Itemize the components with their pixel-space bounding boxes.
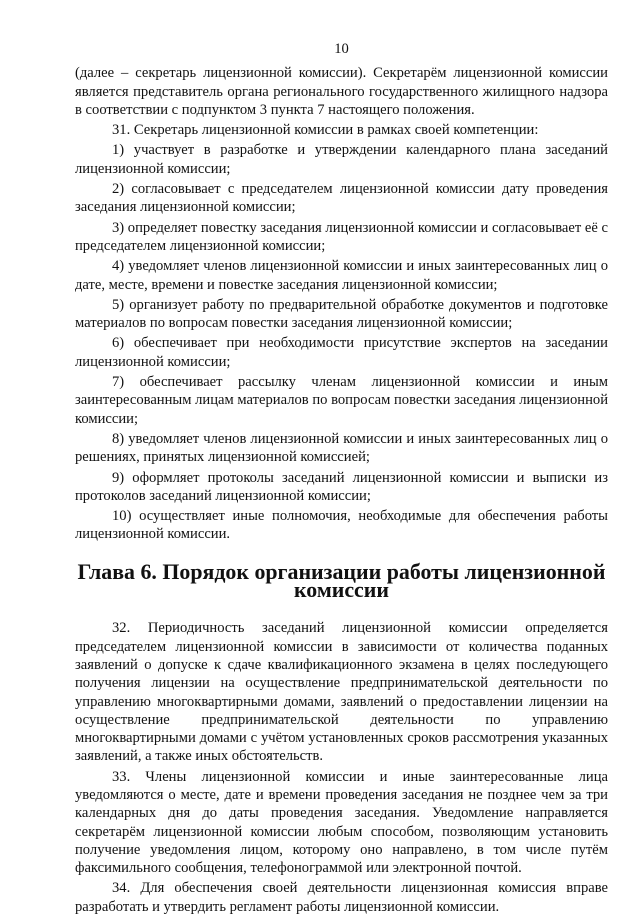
list-item-9: 9) оформляет протоколы заседаний лицензионной комиссии и выписки из протоколов заседаний лицензионной комиссии; (75, 469, 608, 504)
list-item-2: 2) согласовывает с председателем лицензионной комиссии дату проведения заседания лицензионной комиссии; (75, 181, 608, 216)
paragraph-34: 34. Для обеспечения своей деятельности лицензионная комиссия вправе разработать и утвердить регламент работы лицензионной комиссии. (75, 880, 608, 915)
list-item-6: 6) обеспечивает при необходимости присутствие экспертов на заседании лицензионной комиссии; (75, 335, 608, 370)
paragraph-31: 31. Секретарь лицензионной комиссии в рамках своей компетенции: (112, 122, 539, 139)
list-item-3: 3) определяет повестку заседания лицензионной комиссии и согласовывает её с председателем лицензионной комиссии; (75, 219, 608, 254)
list-item-10: 10) осуществляет иные полномочия, необходимые для обеспечения работы лицензионной комиссии. (75, 508, 608, 543)
list-item-1: 1) участвует в разработке и утверждении календарного плана заседаний лицензионной комиссии; (75, 142, 608, 177)
document-page (75, 40, 608, 918)
list-item-4: 4) уведомляет членов лицензионной комиссии и иных заинтересованных лиц о дате, месте, времени и повестке заседания лицензионной комиссии; (75, 258, 608, 293)
paragraph-32: 32. Периодичность заседаний лицензионной комиссии определяется председателем лицензионной комиссии в зависимости от количества поданных заявлений о допуске к сдаче квалификационного экзамена в целях последующего получения лицензии на осуществление предпринимательской деятельности по управлению многоквартирными домами, заявлений о предоставлении лицензии на осуществление предпринимательской деятельности по управлению многоквартирными домами с учётом установленных сроков рассмотрения указанных заявлений, а также иных обстоятельств. (75, 620, 608, 765)
chapter-title: Глава 6. Порядок организации работы лицензионной комиссии (77, 558, 606, 603)
list-item-8: 8) уведомляет членов лицензионной комиссии и иных заинтересованных лиц о решениях, принятых лицензионной комиссией; (75, 430, 608, 466)
page-number: 10 (334, 41, 349, 57)
paragraph-33: 33. Члены лицензионной комиссии и иные заинтересованные лица уведомляются о месте, дате и времени проведения заседания не позднее чем за три календарных дня до даты проведения заседания. Уведомление направляется секретарём лицензионной комиссии любым способом, позволяющим установить получение уведомления лицом, которому оно направлено, в том числе путём факсимильного сообщения, телефонограммой или электронной почтой. (75, 768, 608, 877)
paragraph-continuation: (далее – секретарь лицензионной комиссии). Секретарём лицензионной комиссии является представитель органа регионального государственного жилищного надзора в соответствии с подпунктом 3 пункта 7 настоящего положения. (75, 65, 608, 118)
list-item-7: 7) обеспечивает рассылку членам лицензионной комиссии и иным заинтересованным лицам материалов по вопросам повестки заседания лицензионной комиссии; (75, 374, 608, 427)
list-item-5: 5) организует работу по предварительной обработке документов и подготовке материалов по вопросам повестки заседания лицензионной комиссии; (75, 296, 608, 332)
